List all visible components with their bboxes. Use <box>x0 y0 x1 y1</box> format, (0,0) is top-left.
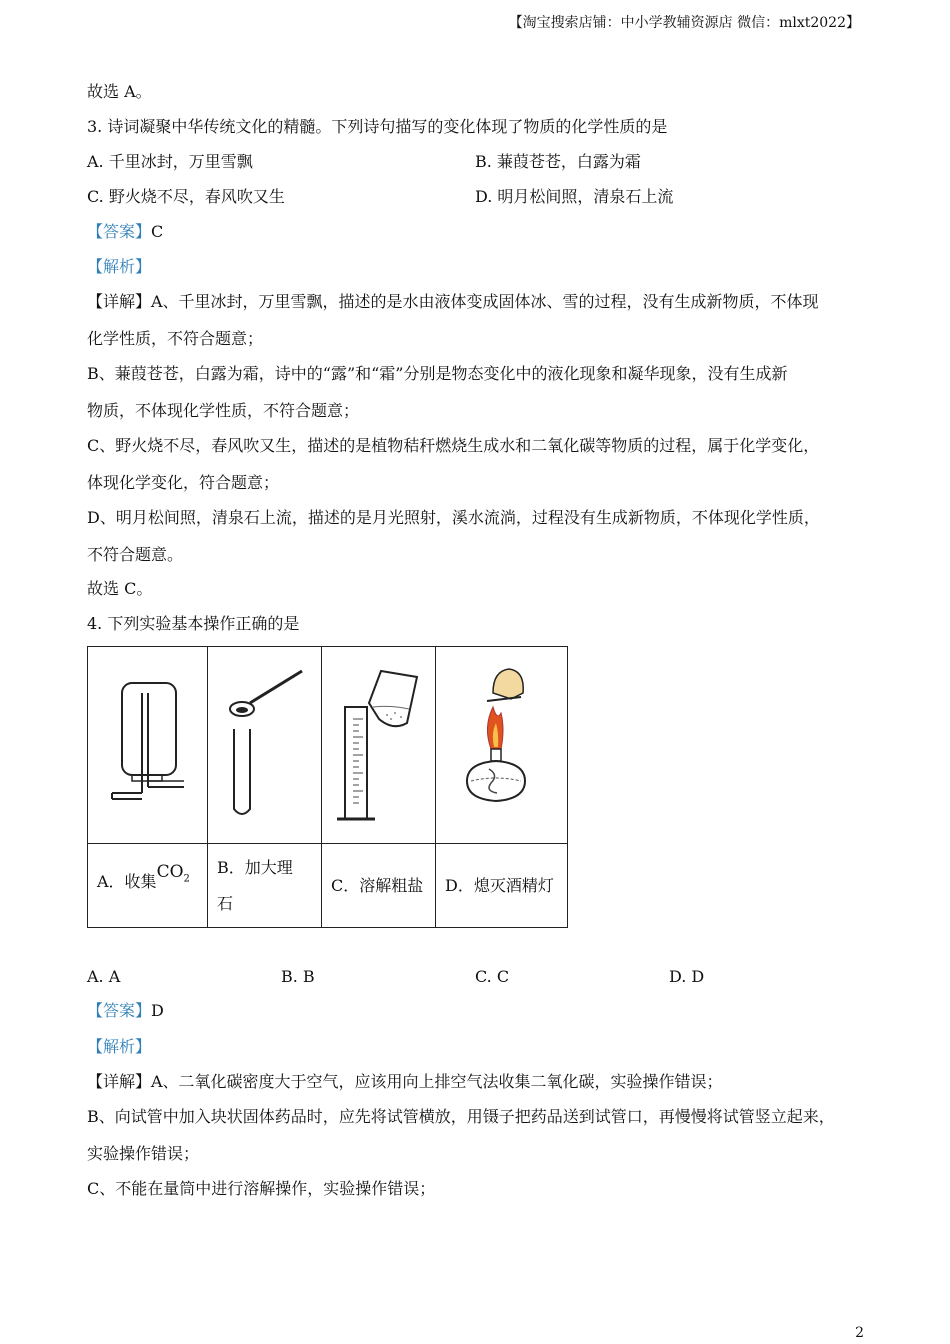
explain-line: 化学性质，不符合题意； <box>87 329 264 348</box>
q4-option-d: D. D <box>669 967 705 986</box>
answer-line <box>87 222 163 242</box>
option-a: A. 千里冰封，万里雪飘 <box>87 152 253 171</box>
answer-tag: 【答案】 <box>87 1001 152 1020</box>
page-number: 2 <box>855 1325 864 1341</box>
caption-b-line2: 石 <box>217 893 234 913</box>
explain-line: 体现化学变化，符合题意； <box>87 473 280 492</box>
co2-text: CO <box>156 861 184 882</box>
explain-line: D、明月松间照，清泉石上流，描述的是月光照射，溪水流淌，过程没有生成新物质，不体现化学性质， <box>87 508 820 527</box>
explain-line: 不符合题意。 <box>87 545 184 564</box>
caption-d: D．熄灭酒精灯 <box>436 844 568 928</box>
conclusion-line: 故选 C。 <box>87 579 153 598</box>
figure-cell-c <box>322 647 436 844</box>
co2-subscript: 2 <box>183 873 190 885</box>
spoon-test-tube-icon <box>220 663 310 823</box>
question-3: 3. 诗词凝聚中华传统文化的精髓。下列诗句描写的变化体现了物质的化学性质的是 <box>87 117 668 136</box>
caption-a <box>88 844 208 928</box>
figure-cell-a <box>88 647 208 844</box>
alcohol-lamp-cap-icon <box>447 663 557 823</box>
graduated-cylinder-pour-icon <box>329 663 429 823</box>
q4-option-a: A. A <box>87 967 121 986</box>
explain-line: C、野火烧不尽，春风吹又生，描述的是植物秸秆燃烧生成水和二氧化碳等物质的过程，属于化学变化， <box>87 436 820 455</box>
answer-value: C <box>151 222 164 241</box>
explain-line: 【详解】A、二氧化碳密度大于空气，应该用向上排空气法收集二氧化碳，实验操作错误； <box>87 1072 723 1091</box>
gas-collection-bottle-icon <box>108 673 188 813</box>
explain-line: B、向试管中加入块状固体药品时，应先将试管横放，用镊子把药品送到试管口，再慢慢将试管竖立起来， <box>87 1107 835 1126</box>
answer-tag: 【答案】 <box>87 222 152 241</box>
caption-c: C．溶解粗盐 <box>322 844 436 928</box>
explain-line: B、蒹葭苍苍，白露为霜，诗中的“露”和“霜”分别是物态变化中的液化现象和凝华现象，没有生成新 <box>87 364 788 383</box>
explain-line: 实验操作错误； <box>87 1144 200 1163</box>
answer-value: D <box>151 1001 164 1020</box>
figure-cell-b <box>208 647 322 844</box>
option-d: D. 明月松间照，清泉石上流 <box>475 187 674 206</box>
explain-line: C、不能在量筒中进行溶解操作，实验操作错误； <box>87 1179 436 1198</box>
caption-b-line1: B．加大理 <box>217 857 293 877</box>
option-b: B. 蒹葭苍苍，白露为霜 <box>475 152 641 171</box>
analysis-tag: 【解析】 <box>87 1037 152 1056</box>
experiment-table <box>87 646 568 928</box>
q4-option-c: C. C <box>475 967 510 986</box>
analysis-tag: 【解析】 <box>87 257 152 276</box>
co2-formula <box>156 861 190 885</box>
explain-line: 【详解】A、千里冰封，万里雪飘，描述的是水由液体变成固体冰、雪的过程，没有生成新物质，不体现 <box>87 292 819 311</box>
figure-cell-d <box>436 647 568 844</box>
page-header: 【淘宝搜索店铺：中小学教辅资源店 微信：mlxt2022】 <box>508 15 860 31</box>
caption-b <box>208 844 322 928</box>
text-line: 故选 A。 <box>87 82 152 101</box>
explain-line: 物质，不体现化学性质，不符合题意； <box>87 401 360 420</box>
question-4: 4. 下列实验基本操作正确的是 <box>87 614 300 633</box>
answer-line <box>87 1001 164 1021</box>
option-c: C. 野火烧不尽，春风吹又生 <box>87 187 285 206</box>
q4-option-b: B. B <box>281 967 315 986</box>
caption-a-text: A．收集 <box>97 871 157 891</box>
